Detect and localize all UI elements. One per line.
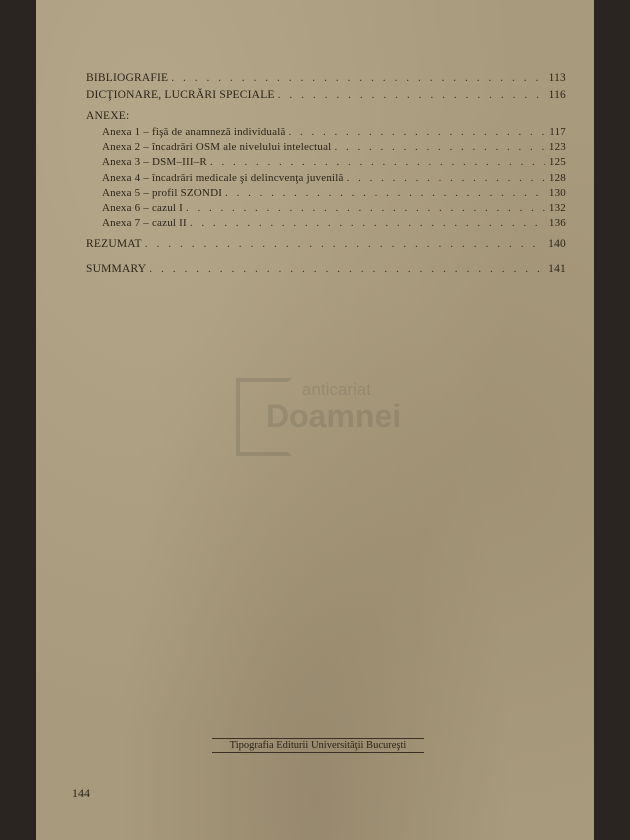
- page-number: 144: [72, 786, 90, 800]
- leader-dots: [186, 202, 545, 214]
- toc-entry-label: DICŢIONARE, LUCRĂRI SPECIALE: [86, 89, 275, 101]
- toc-entry-label: Anexa 5 – profil SZONDI: [102, 187, 223, 199]
- watermark-logo: [236, 378, 436, 458]
- toc-entry-bibliografie: [86, 72, 566, 84]
- toc-entry-label: Anexa 2 – încadrări OSM ale nivelului intelectual: [102, 141, 332, 153]
- toc-entry-page: 117: [549, 126, 566, 138]
- toc-entry-page: 125: [548, 156, 566, 168]
- leader-dots: [190, 217, 545, 229]
- leader-dots: [278, 89, 545, 101]
- toc-entry-dictionare: [86, 89, 566, 101]
- toc-entry-page: 136: [548, 217, 566, 229]
- toc-entry-label: Anexa 4 – încadrări medicale şi delincvenţa juvenilă: [102, 172, 344, 184]
- toc-entry-page: 116: [548, 89, 566, 101]
- toc-entry-label: BIBLIOGRAFIE: [86, 72, 169, 84]
- leader-dots: [210, 156, 545, 168]
- toc-entry-page: 130: [548, 187, 566, 199]
- toc-entry-label: REZUMAT: [86, 238, 142, 250]
- printer-imprint: Tipografia Editurii Universităţii Bucureşti: [212, 738, 424, 753]
- leader-dots: [347, 172, 545, 184]
- leader-dots: [334, 141, 544, 153]
- toc-entry-label: Anexa 7 – cazul II: [102, 217, 187, 229]
- toc-entry-anexa-7: [102, 217, 566, 229]
- toc-entry-page: 123: [548, 141, 566, 153]
- toc-entry-anexa-2: [102, 141, 566, 153]
- toc-entry-page: 141: [548, 263, 566, 275]
- toc-entry-rezumat: [86, 238, 566, 250]
- leader-dots: [149, 263, 544, 275]
- leader-dots: [225, 187, 545, 199]
- leader-dots: [145, 238, 544, 250]
- watermark-main-text: Doamnei: [266, 398, 402, 434]
- toc-entry-label: SUMMARY: [86, 263, 147, 275]
- toc-entry-page: 140: [548, 238, 566, 250]
- toc-entry-page: 113: [548, 72, 566, 84]
- toc-entry-label: Anexa 3 – DSM–III–R: [102, 156, 207, 168]
- toc-entry-label: Anexa 1 – fişă de anamneză individuală: [102, 126, 286, 138]
- leader-dots: [171, 72, 544, 84]
- toc-entry-page: 132: [548, 202, 566, 214]
- book-page: [36, 0, 594, 840]
- annex-heading: ANEXE:: [86, 110, 130, 122]
- toc-entry-anexa-4: [102, 172, 566, 184]
- leader-dots: [289, 126, 546, 138]
- toc-entry-anexa-6: [102, 202, 566, 214]
- toc-entry-page: 128: [548, 172, 566, 184]
- toc-entry-anexa-5: [102, 187, 566, 199]
- toc-entry-anexa-3: [102, 156, 566, 168]
- toc-entry-summary: [86, 263, 566, 275]
- watermark-top-text: anticariat: [302, 380, 371, 399]
- toc-entry-anexa-1: [102, 126, 566, 138]
- toc-entry-label: Anexa 6 – cazul I: [102, 202, 183, 214]
